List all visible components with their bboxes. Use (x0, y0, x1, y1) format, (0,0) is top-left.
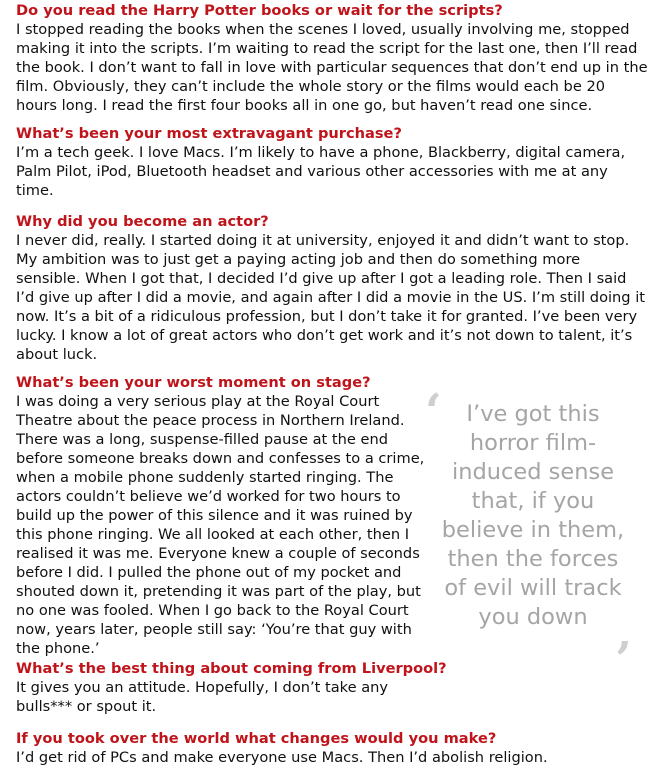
pull-quote-text: I’ve got this horror film-induced sense that, if you believe in them, then the forces of evil will track you down (441, 401, 625, 630)
answer-text: I was doing a very serious play at the Royal Court Theatre about the peace process in Northern Ireland. There was a long, suspense-filled pause at the end before someone breaks down and confesses to a crime, when a mobile phone suddenly started ringing. The actors couldn’t believe we’d worked for two hours to build up the power of this silence and it was ruined by this phone ringing. We all looked at each other, then I realised it was me. Everyone knew a couple of seconds before I did. I pulled the phone out of my pocket and shouted down it, pretending it was part of the play, but no one was fooled. When I go back to the Royal Court now, years later, people still say: ‘You’re that guy with the phone.’ (16, 393, 425, 657)
qa-section-liverpool (16, 660, 447, 716)
answer-text: It gives you an attitude. Hopefully, I don’t take any bulls*** or spout it. (16, 679, 389, 715)
answer-text: I’m a tech geek. I love Macs. I’m likely to have a phone, Blackberry, digital camera, Palm Pilot, iPod, Bluetooth headset and various other accessories with me at any time. (16, 144, 626, 199)
question-heading: What’s been your most extravagant purchase? (16, 125, 402, 142)
answer-text: I never did, really. I started doing it at university, enjoyed it and didn’t want to stop. My ambition was to just get a paying acting job and then do something more sensible. When I got that, I decided I’d give up after I got a leading role. Then I said I’d give up after I did a movie, and again after I did a movie in the US. I’m still doing it now. It’s a bit of a ridiculous profession, but I don’t take it for granted. I’ve been very lucky. I know a lot of great actors who don’t get work and it’s not down to talent, it’s about luck. (16, 232, 645, 363)
qa-section-extravagant-purchase (16, 125, 648, 200)
close-quote-mark: ’ (615, 632, 632, 688)
pull-quote (425, 384, 645, 688)
question-heading: What’s been your worst moment on stage? (16, 374, 371, 391)
question-heading: What’s the best thing about coming from Liverpool? (16, 660, 447, 677)
question-heading: Do you read the Harry Potter books or wait for the scripts? (16, 2, 503, 19)
qa-section-worst-moment (16, 374, 426, 658)
question-heading: If you took over the world what changes would you make? (16, 730, 497, 747)
open-quote-mark: ‘ (425, 384, 442, 440)
answer-text: I’d get rid of PCs and make everyone use Macs. Then I’d abolish religion. (16, 749, 548, 766)
qa-section-harry-potter (16, 2, 648, 115)
qa-section-become-actor (16, 213, 648, 364)
qa-section-world-changes (16, 730, 648, 767)
question-heading: Why did you become an actor? (16, 213, 269, 230)
answer-text: I stopped reading the books when the scenes I loved, usually involving me, stopped making it into the scripts. I’m waiting to read the script for the last one, then I’ll read the book. I don’t want to fall in love with particular sequences that don’t end up in the film. Obviously, they can’t include the whole story or the films would each be 20 hours long. I read the first four books all in one go, but haven’t read one since. (16, 21, 648, 114)
